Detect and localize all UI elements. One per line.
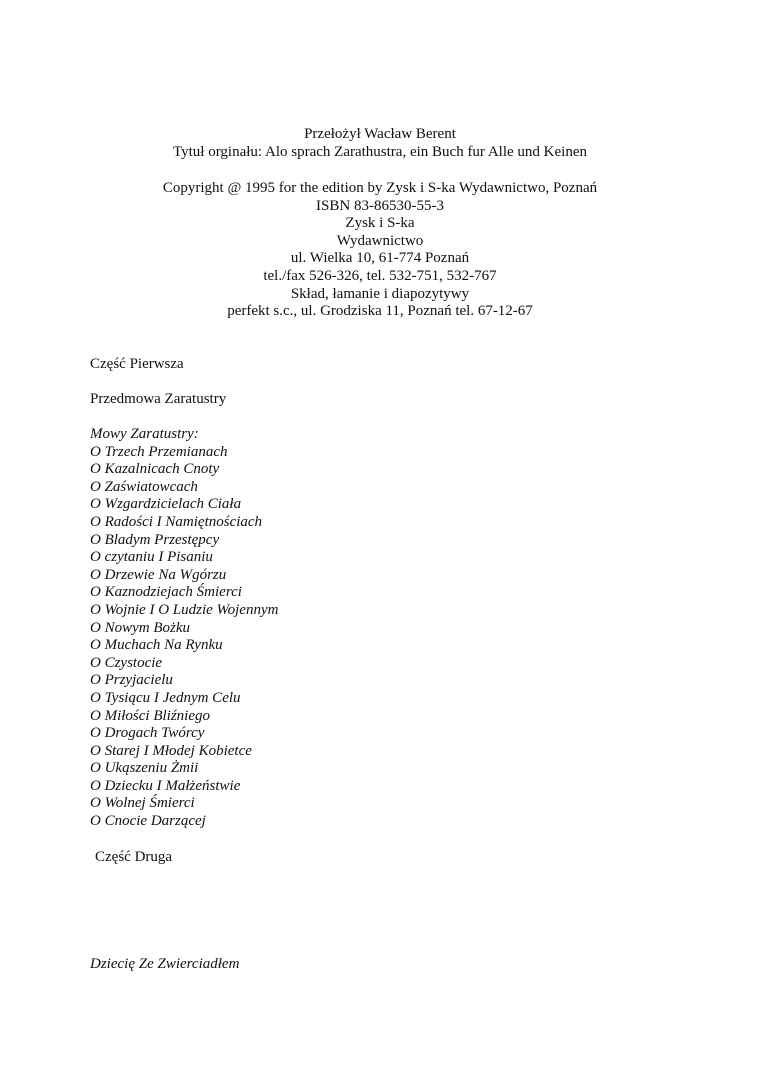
list-item: O Kazalnicach Cnoty [90,461,220,478]
list-item: O Cnocie Darzącej [90,813,206,830]
list-item: O Starej I Młodej Kobietce [90,742,252,759]
credits-block [0,126,760,161]
list-item: O Miłości Bliźniego [90,707,210,724]
translator-line: Przełożył Wacław Berent [304,126,456,142]
list-item: O Czystocie [90,654,163,671]
list-item: O Dziecku I Małżeństwie [90,777,241,794]
list-item: O Wojnie I O Ludzie Wojennym [90,601,279,618]
part-two-first-chapter: Dziecię Ze Zwierciadłem [90,956,240,972]
publisher-block [0,180,760,321]
list-item: O Wzgardzicielach Ciała [90,496,242,513]
list-item: O Tysiącu I Jednym Celu [90,689,241,706]
part-one-title: Część Pierwsza [90,356,184,372]
list-item: O Zaświatowcach [90,478,198,495]
speeches-heading: Mowy Zaratustry: [90,426,199,442]
publisher-address: ul. Wielka 10, 61-774 Poznań [290,250,470,267]
original-title-line: Tytuł orginału: Alo sprach Zarathustra, ein Buch fur Alle und Keinen [173,143,587,160]
list-item: O Drogach Twórcy [90,725,205,742]
publisher-name-line2: Wydawnictwo [336,232,424,249]
list-item: O Nowym Bożku [90,619,190,636]
list-item: O Kaznodziejach Śmierci [90,584,242,601]
list-item: O Bladym Przestępcy [90,531,220,548]
list-item: O Radości I Namiętnościach [90,513,263,530]
publisher-phones: tel./fax 526-326, tel. 532-751, 532-767 [263,267,497,284]
prologue-title: Przedmowa Zaratustry [90,391,227,407]
list-item: O Ukąszeniu Żmii [90,760,199,777]
copyright-line: Copyright @ 1995 for the edition by Zysk i S-ka Wydawnictwo, Poznań [162,180,598,196]
list-item: O czytaniu I Pisaniu [90,549,213,566]
isbn-line: ISBN 83-86530-55-3 [316,197,444,214]
list-item: O Muchach Na Rynku [90,637,223,654]
list-item: O Wolnej Śmierci [90,795,195,812]
part-two-title: Część Druga [95,849,173,865]
table-of-contents [90,426,278,831]
typesetting-line: Skład, łamanie i diapozytywy [290,285,470,302]
publisher-name: Zysk i S-ka [345,215,415,232]
list-item: O Drzewie Na Wgórzu [90,566,227,583]
typesetter-line: perfekt s.c., ul. Grodziska 11, Poznań tel. 67-12-67 [227,303,533,320]
list-item: O Trzech Przemianach [90,443,228,460]
list-item: O Przyjacielu [90,672,173,689]
